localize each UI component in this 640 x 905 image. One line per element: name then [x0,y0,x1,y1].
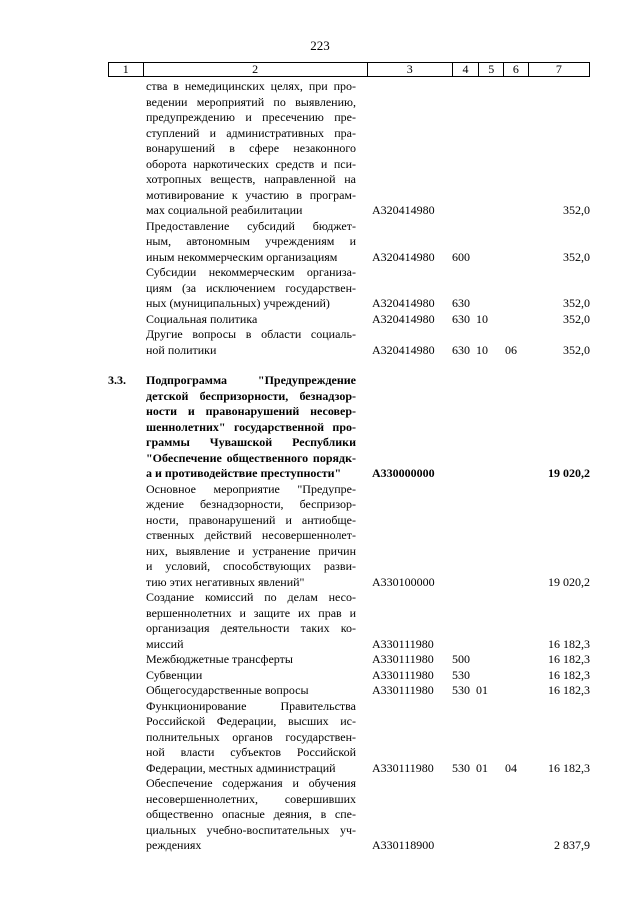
description-line: Межбюджетные трансферты [146,652,293,666]
row-expense-type: 500 [452,652,470,666]
description-line: Российской Федерации, высших ис- [146,714,356,728]
row-subsection: 04 [505,760,517,775]
description-line: оборота наркотических средств и пси- [146,156,356,171]
description-line: миссий [146,636,184,651]
description-line: циальных учебно-воспитательных уч- [146,822,356,837]
row-section: 10 [476,342,488,357]
row-code: А330118900 [372,838,435,852]
header-col-2: 2 [144,63,368,76]
description-line: "Обеспечение общественного порядк- [146,450,356,465]
description-line: мотивирование к участию в програм- [146,187,356,202]
description-line: детской беспризорности, безнадзор- [146,388,356,403]
row-section: 10 [476,311,488,326]
row-expense-type: 530 [452,683,470,697]
description-line: Обеспечение содержания и обучения [146,776,356,790]
row-code: А330111980 [372,683,434,697]
row-subsection: 06 [505,342,517,357]
description-line: ственных действий несовершеннолет- [146,528,356,542]
row-description [146,219,356,266]
description-line: и условий, способствующих разви- [146,559,356,573]
description-line: предупреждению и пресечению пре- [146,110,356,124]
row-description [146,327,356,358]
description-line: ных (муниципальных) учреждений) [146,296,330,310]
row-amount: 16 182,3 [548,652,590,666]
row-amount: 352,0 [563,342,590,357]
header-col-6: 6 [504,63,529,76]
row-amount: 19 020,2 [548,466,590,480]
row-expense-type: 530 [452,760,470,775]
table-row [0,699,640,777]
description-line: несовершеннолетних, совершивших [146,791,356,806]
description-line: тию этих негативных явлений" [146,574,305,589]
row-description [146,652,356,668]
table-row [0,265,640,312]
description-line: полнительных органов государствен- [146,729,356,744]
description-line: ной политики [146,342,217,357]
table-row [0,776,640,854]
table-row [0,312,640,328]
description-line: Предоставление субсидий бюджет- [146,218,356,233]
row-description [146,683,356,699]
row-code: А320414980 [372,311,435,326]
row-amount: 352,0 [563,296,590,310]
description-line: вонарушений в сфере незаконного [146,141,356,155]
description-line: общественно опасные деяния, в спе- [146,807,356,821]
row-amount: 19 020,2 [548,574,590,589]
row-description [146,668,356,684]
table-row [0,327,640,358]
table-header [108,62,590,77]
row-amount: 2 837,9 [554,838,590,852]
row-expense-type: 630 [452,311,470,326]
header-col-1: 1 [109,63,144,76]
description-line: Подпрограмма "Предупреждение [146,373,356,387]
description-line: них, выявление и устранение причин [146,543,356,558]
row-code: А320414980 [372,249,435,264]
row-amount: 352,0 [563,203,590,217]
row-section: 01 [476,760,488,775]
description-line: Основное мероприятие "Предупре- [146,481,356,496]
row-description [146,590,356,652]
row-description [146,312,356,328]
description-line: ждение безнадзорности, беспризор- [146,497,356,511]
description-line: ности, правонарушений и антиобще- [146,512,356,527]
row-expense-type: 600 [452,249,470,264]
description-line: циям (за исключением государствен- [146,280,356,295]
row-code: А330111980 [372,652,434,666]
description-line: ности и правонарушений несовер- [146,404,356,418]
description-line: реждениях [146,838,202,852]
row-description [146,482,356,591]
row-expense-type: 630 [452,296,470,310]
table-row [0,652,640,668]
row-section: 01 [476,683,488,697]
description-line: организация деятельности таких ко- [146,621,356,635]
row-expense-type: 530 [452,667,470,682]
description-line: а и противодействие преступности" [146,466,342,480]
row-description [146,699,356,777]
table-body [0,79,640,854]
table-row [0,219,640,266]
table-row [0,668,640,684]
row-amount: 16 182,3 [548,683,590,697]
row-description [146,776,356,854]
description-line: хотропных веществ, направленной на [146,172,356,186]
description-line: Субсидии некоммерческим организа- [146,265,356,279]
row-amount: 352,0 [563,249,590,264]
description-line: ведении мероприятий по выявлению, [146,94,356,109]
description-line: Федерации, местных администраций [146,760,336,775]
description-line: Создание комиссий по делам несо- [146,590,356,604]
row-expense-type: 630 [452,342,470,357]
header-col-7: 7 [555,62,562,76]
description-line: Субвенции [146,667,203,682]
row-code: А330000000 [372,466,435,480]
header-col-4: 4 [453,63,480,76]
description-line: ной власти субъектов Российской [146,745,356,759]
table-row [0,373,640,482]
row-amount: 16 182,3 [548,667,590,682]
description-line: шеннолетних" государственной про- [146,419,356,434]
header-col-5: 5 [479,63,504,76]
row-number: 3.3. [108,373,126,387]
row-code: А330111980 [372,760,434,775]
description-line: иным некоммерческим организациям [146,249,338,264]
table-row [0,590,640,652]
description-line: Социальная политика [146,311,258,326]
table-row [0,79,640,219]
description-line: граммы Чувашской Республики [146,435,356,449]
description-line: ным, автономным учреждениям и [146,234,356,248]
row-amount: 16 182,3 [548,636,590,651]
table-row [0,482,640,591]
row-description [146,79,356,219]
description-line: ступлений и административных пра- [146,125,356,140]
row-code: А330111980 [372,636,434,651]
row-description [146,265,356,312]
description-line: Другие вопросы в области социаль- [146,327,356,341]
description-line: Функционирование Правительства [146,698,356,713]
row-spacer [0,358,640,373]
description-line: вершеннолетних и защите их прав и [146,605,356,620]
page-number: 223 [310,38,330,53]
description-line: мах социальной реабилитации [146,203,303,217]
row-code: А330111980 [372,667,434,682]
row-description [146,373,356,482]
table-row [0,683,640,699]
row-amount: 16 182,3 [548,760,590,775]
description-line: Общегосударственные вопросы [146,683,309,697]
row-code: А320414980 [372,342,435,357]
row-amount: 352,0 [563,311,590,326]
header-col-3: 3 [368,63,453,76]
row-code: А330100000 [372,574,435,589]
row-code: А320414980 [372,203,435,217]
row-code: А320414980 [372,296,435,310]
description-line: ства в немедицинских целях, при про- [146,79,356,93]
